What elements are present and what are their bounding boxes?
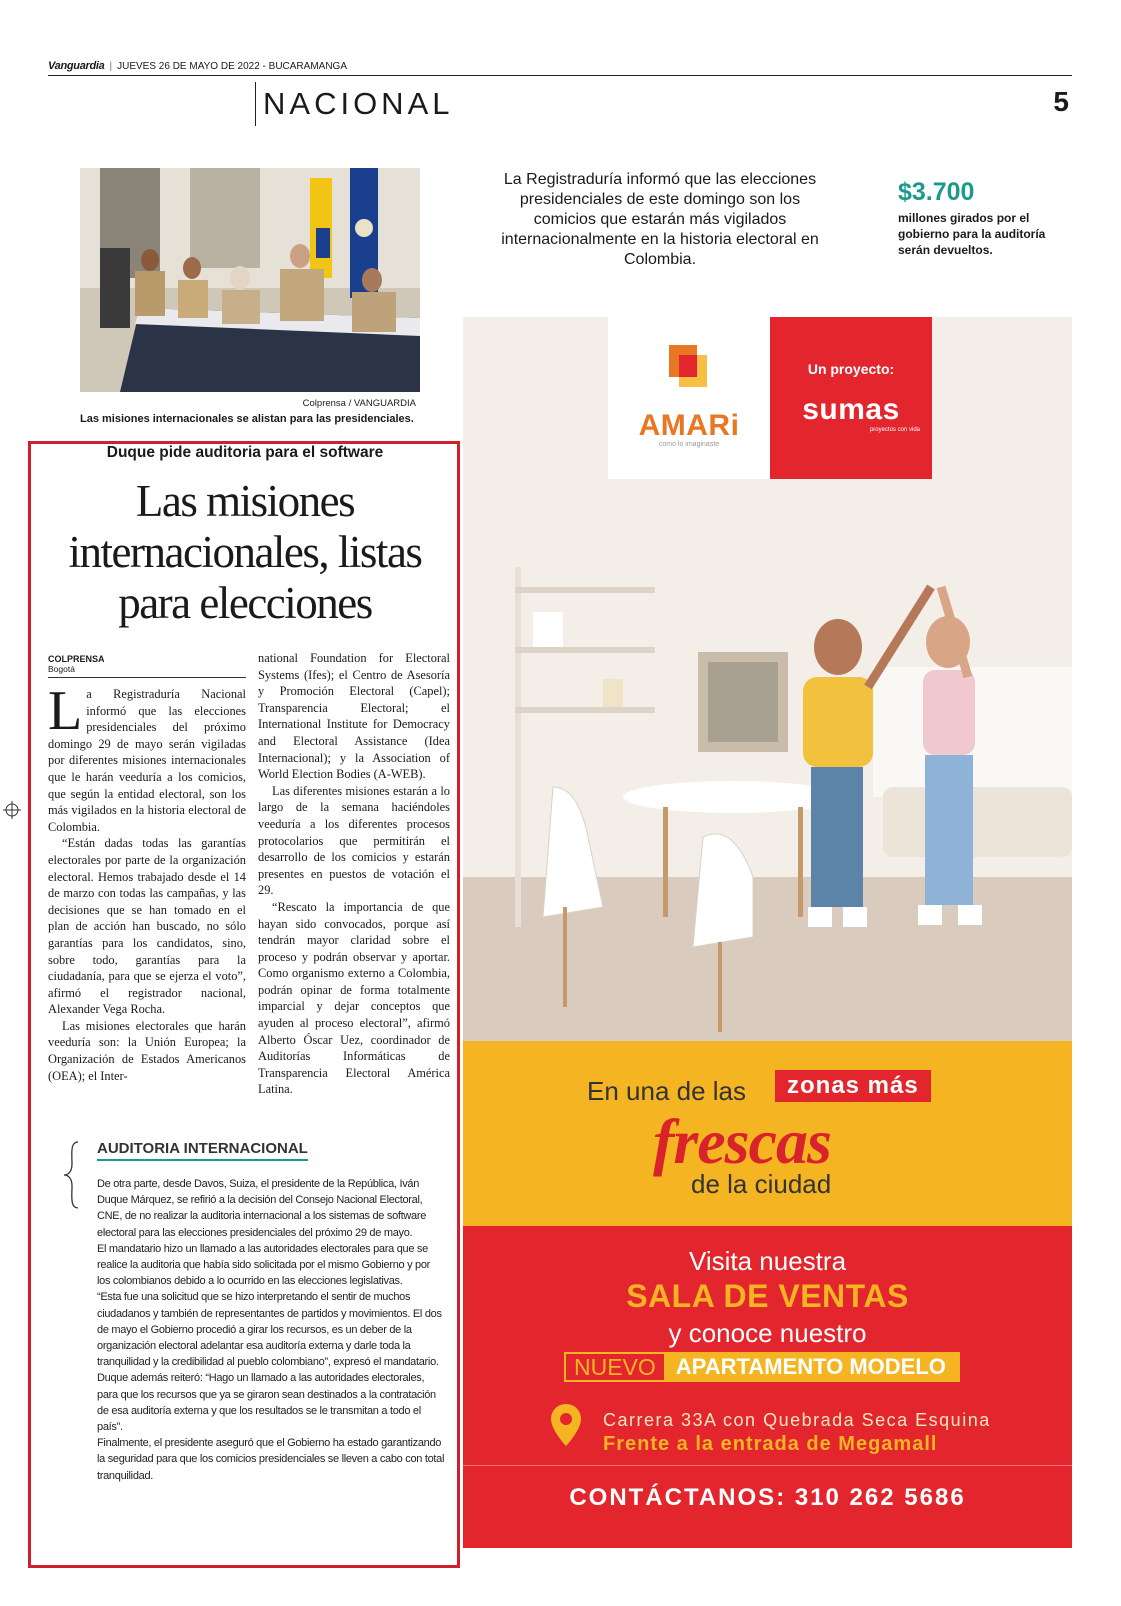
photo-credit: Colprensa / VANGUARDIA (302, 398, 416, 409)
ad-nuevo-label: NUEVO (574, 1354, 656, 1380)
sumas-tagline: proyectos con vida (869, 427, 920, 433)
ad-visit-text: Visita nuestra (688, 1246, 847, 1276)
ad-slogan-line1: En una de las (587, 1076, 747, 1106)
stat-description: millones girados por el gobierno para la auditoría serán devueltos. (898, 211, 1046, 257)
ad-info-panel (463, 1226, 1072, 1548)
photo-caption: Las misiones internacionales se alistan para las presidenciales. (80, 413, 414, 425)
article-paragraph: Las misiones electorales que harán veeduría son: la Unión Europea; la Organización de Estados Americanos (OEA); el Inter- (48, 1018, 246, 1083)
real-estate-advertisement (463, 317, 1072, 1548)
ad-sales-room: SALA DE VENTAS (626, 1278, 909, 1314)
box-paragraph: De otra parte, desde Davos, Suiza, el presidente de la República, Iván Duque Márquez, se refirió a la decisión del Consejo Nacional Electoral, CNE, de no realizar la auditoria internacional a los sistemas de software electoral para las elecciones presidenciales del próximo 29 de mayo. (97, 1178, 427, 1239)
drop-cap: L (48, 680, 83, 742)
ad-slogan-panel (463, 1041, 1072, 1226)
article-byline (48, 654, 246, 678)
newspaper-name: Vanguardia (48, 60, 105, 72)
ad-photo-area (463, 317, 1072, 1041)
sumas-wordmark: sumas (802, 393, 900, 426)
amari-wordmark: AMARi (638, 409, 740, 442)
article-paragraph: national Foundation for Electoral Systems (Ifes); el Centro de Asesoría y Promoción Electoral (Capel); Transparencia Electoral; el International Institute for Democracy and Electoral Assistance (Idea Internacional); y la Association of World Election Bodies (A-WEB). (258, 651, 450, 782)
ad-slogan-highlight: zonas más (775, 1070, 931, 1102)
crosshair-icon (3, 801, 21, 819)
news-photo (80, 168, 420, 392)
sidebar-box-body (97, 1176, 445, 1484)
sidebar-box-title: AUDITORIA INTERNACIONAL (97, 1140, 308, 1161)
article-kicker: Duque pide auditoria para el software (106, 444, 384, 461)
paragraph-text: a Registraduría Nacional informó que las elecciones presidenciales del próximo domingo 29 de mayo serán vigiladas por diferentes misiones internacionales que le harán veeduría a los comicios, que según la entidad electoral, son los más vigilados en la historia electoral de Colombia. (48, 687, 246, 834)
ad-slogan-script: frescas (653, 1106, 831, 1177)
byline-city: Bogotá (48, 664, 75, 674)
box-paragraph: El mandatario hizo un llamado a las autoridades electorales para que se realice la auditoria que había sido solicitada por el mismo Gobierno y por los colombianos debido a lo ocurrido en las elecciones legislativas. (97, 1242, 431, 1288)
box-paragraph: “Esta fue una solicitud que se hizo interpretando el sentir de muchos ciudadanos y también de representantes de partidos y movimientos. El dos de mayo el Gobierno procedió a girar los recursos, es un deber de la organización electoral adelantar esa auditoría externa y darle toda la tranquilidad y la credibilidad al pueblo colombiano”, expresó el mandatario. (97, 1291, 442, 1369)
article-column-left (48, 680, 246, 1084)
masthead-separator: | (109, 61, 113, 72)
ad-model-apartment-banner (564, 1352, 960, 1382)
ad-address: Carrera 33A con Quebrada Seca Esquina (603, 1410, 991, 1430)
article-column-right (258, 650, 450, 1098)
location-pin-icon (549, 1402, 583, 1448)
article-headline: Las misiones internacionales, listas para elecciones (68, 476, 422, 628)
article-paragraph (48, 680, 246, 835)
press-conference-illustration (80, 168, 420, 392)
dateline: JUEVES 26 DE MAYO DE 2022 - BUCARAMANGA (117, 61, 347, 72)
byline-agency: COLPRENSA (48, 654, 105, 664)
amari-logo (608, 317, 770, 479)
ad-apartment-label: APARTAMENTO MODELO (664, 1354, 958, 1380)
stat-value: $3.700 (898, 178, 975, 206)
section-title: NACIONAL (255, 82, 453, 126)
sumas-logo (770, 317, 932, 479)
page-number: 5 (1053, 86, 1069, 117)
box-paragraph: Finalmente, el presidente aseguró que el Gobierno ha estado garantizando la seguridad para que los comicios presidenciales se lleven a cabo con total tranquilidad. (97, 1437, 445, 1482)
box-paragraph: Duque además reiteró: “Hago un llamado a las autoridades electorales, para que los recursos que ya se giraron sean destinados a la contratación de esa auditoría externa y que los resultados se le transmitan a todo el país”. (97, 1372, 436, 1434)
amari-tagline: como lo imaginaste (658, 441, 720, 448)
amari-logo-icon (669, 345, 709, 395)
article-paragraph: Las diferentes misiones estarán a lo largo de la semana haciéndoles veeduría a los diferentes procesos protocolarios que permitirán el desarrollo de los comicios y estarán presentes en puestos de votación el 29. (258, 783, 450, 898)
masthead (48, 58, 1072, 76)
ad-landmark: Frente a la entrada de Megamall (603, 1433, 938, 1455)
sumas-intro: Un proyecto: (807, 361, 895, 377)
article-paragraph: “Están dadas todas las garantías electorales por parte de la organización electoral. Hemos trabajado desde el 14 de marzo con todas las campañas, y las decisiones que se han tomado en el plan de acción han buscado, no sólo garantías para los candidatos, sino, sobre todo, garantías para la ciudadanía, para que se ejerza el voto”, afirmó el registrador nacional, Alexander Vega Rocha. (48, 836, 246, 1017)
ad-contact-phone: CONTÁCTANOS: 310 262 5686 (569, 1484, 966, 1511)
article-paragraph: “Rescato la importancia de que hayan sido convocados, porque así tendrán mayor claridad sobre el proceso y podrán observar y aportar. Como organismo externo a Colombia, podrán opinar de forma totalmente imparcial y dejar conceptos que ayuden al proceso electoral”, afirmó Alberto Óscar Uez, coordinador de Auditorías Informáticas de Transparencia Electoral América Latina. (258, 899, 450, 1097)
pull-quote: La Registraduría informó que las elecciones presidenciales de este domingo son los comicios que estarán más vigilados internacionalmente en la historia electoral en Colombia. (501, 171, 819, 268)
ad-conoce-text: y conoce nuestro (668, 1318, 867, 1348)
brace-icon (60, 1140, 90, 1210)
ad-slogan-line3: de la ciudad (691, 1169, 832, 1199)
